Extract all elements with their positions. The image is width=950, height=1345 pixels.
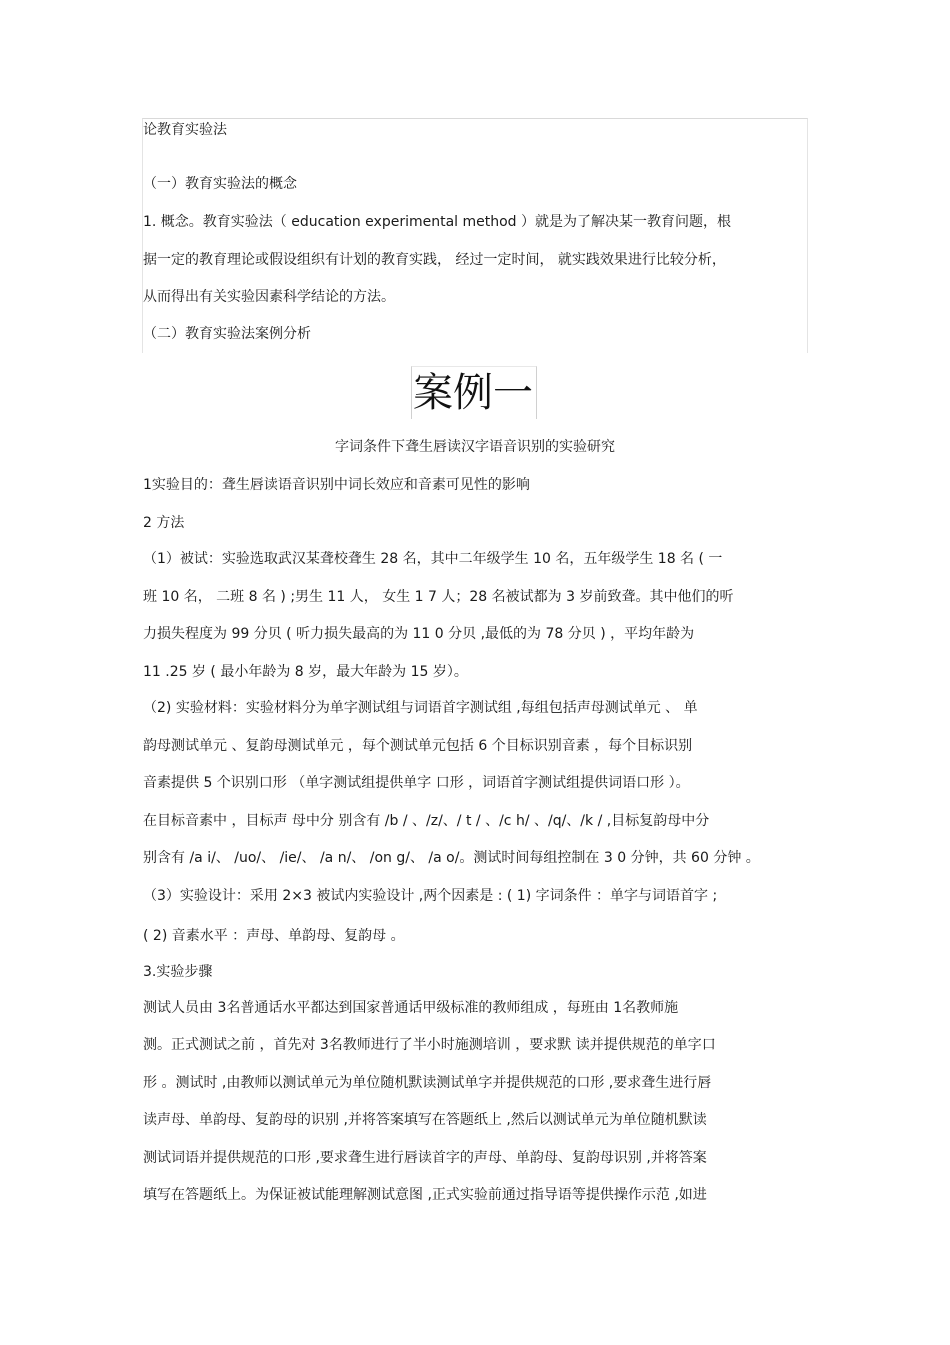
subjects-line: 力损失程度为 99 分贝 ( 听力损失最高的为 11 0 分贝 ,最低的为 78 分贝 ) ，平均年龄为 (143, 626, 695, 642)
steps-line: 测试词语并提供规范的口形 ,要求聋生进行唇读首字的声母、单韵母、复韵母识别 ,并将答案 (143, 1150, 707, 1166)
definition-line: 从而得出有关实验因素科学结论的方法。 (143, 289, 395, 305)
design-line: ( 2) 音素水平 ：声母、单韵母、复韵母 。 (143, 928, 405, 944)
study-title: 字词条件下聋生唇读汉字语音识别的实验研究 (335, 439, 615, 455)
document-title: 论教育实验法 (143, 122, 227, 138)
definition-line: 据一定的教育理论或假设组织有计划的教育实践， 经过一定时间， 就实践效果进行比较分析， (143, 252, 726, 268)
steps-line: 测。正式测试之前 ，首先对 3名教师进行了半小时施测培训 ，要求默 读并提供规范的单字口 (143, 1037, 716, 1053)
subjects-line: 班 10 名， 二班 8 名 ) ;男生 11 人， 女生 1 7 人；28 名被试都为 3 岁前致聋。其中他们的听 (143, 589, 734, 605)
section-heading-concept: （一）教育实验法的概念 (143, 176, 297, 192)
steps-line: 测试人员由 3名普通话水平都达到国家普通话甲级标准的教师组成 ，每班由 1名教师施 (143, 1000, 679, 1016)
case-title: 案例一 (413, 370, 533, 416)
materials-line: 音素提供 5 个识别口形 （单字测试组提供单字 口形 ，词语首字测试组提供词语口形 ）。 (143, 775, 690, 791)
experiment-purpose: 1实验目的：聋生唇读语音识别中词长效应和音素可见性的影响 (143, 477, 530, 493)
steps-line: 读声母、单韵母、复韵母的识别 ,并将答案填写在答题纸上 ,然后以测试单元为单位随机默读 (143, 1112, 707, 1128)
steps-heading: 3.实验步骤 (143, 964, 213, 980)
design-line: （3）实验设计：采用 2×3 被试内实验设计 ,两个因素是 : ( 1) 字词条件 ：单字与词语首字 ; (143, 888, 718, 904)
materials-line: 在目标音素中 ，目标声 母中分 别含有 /b / 、/z/、/ t / 、/c h/ 、/q/、/k / ,目标复韵母中分 (143, 813, 710, 829)
subjects-line: 11 .25 岁 ( 最小年龄为 8 岁，最大年龄为 15 岁）。 (143, 664, 468, 680)
section-heading-case-analysis: （二）教育实验法案例分析 (143, 326, 311, 342)
materials-line: 别含有 /a i/、 /uo/、 /ie/、 /a n/、 /on g/、 /a o/。测试时间每组控制在 3 0 分钟，共 60 分钟 。 (143, 850, 760, 866)
method-heading: 2 方法 (143, 515, 185, 531)
steps-line: 形 。测试时 ,由教师以测试单元为单位随机默读测试单字并提供规范的口形 ,要求聋生进行唇 (143, 1075, 712, 1091)
intro-frame (142, 118, 808, 353)
steps-line: 填写在答题纸上。为保证被试能理解测试意图 ,正式实验前通过指导语等提供操作示范 ,如进 (143, 1187, 707, 1203)
subjects-line: （1）被试：实验选取武汉某聋校聋生 28 名，其中二年级学生 10 名，五年级学生 18 名 ( 一 (143, 551, 723, 567)
definition-line: 1. 概念。教育实验法（ education experimental method ）就是为了解决某一教育问题，根 (143, 214, 732, 230)
materials-line: （2) 实验材料：实验材料分为单字测试组与词语首字测试组 ,每组包括声母测试单元 、 单 (143, 700, 698, 716)
materials-line: 韵母测试单元 、复韵母测试单元 ，每个测试单元包括 6 个目标识别音素 ，每个目标识别 (143, 738, 693, 754)
